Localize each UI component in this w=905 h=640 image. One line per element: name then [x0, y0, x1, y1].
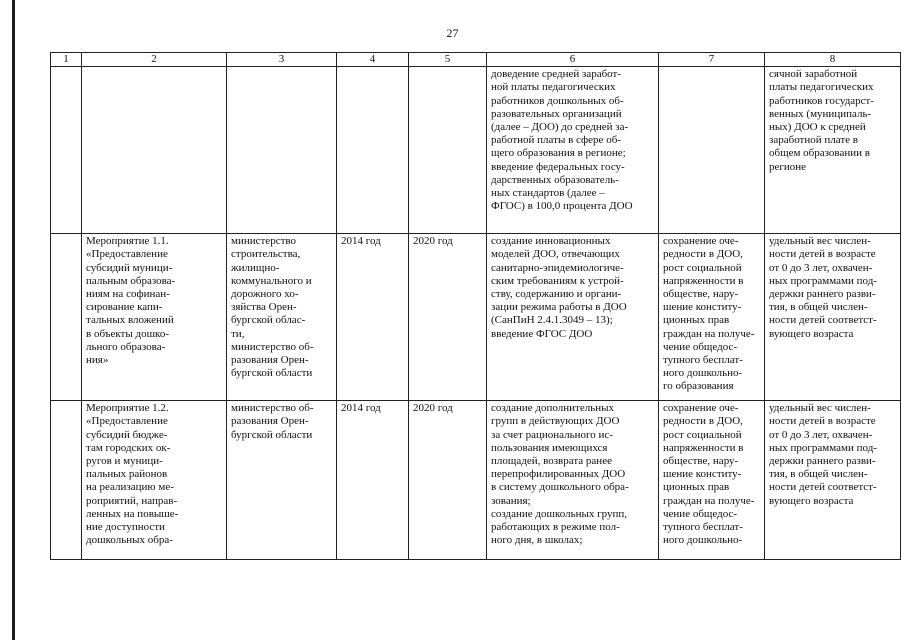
table-cell: 2020 год — [409, 234, 487, 401]
table-cell: удельный вес числен- ности детей в возрасте от 0 до 3 лет, охвачен- ных программами под- держки раннего разви- тия, в общей числен- ности детей соответст- вующего возраста — [765, 234, 901, 401]
table-cell — [659, 67, 765, 234]
table-cell: сячной заработной платы педагогических работников государст- венных (муниципаль- ных) ДОО к средней заработной плате в общем образовании в регионе — [765, 67, 901, 234]
table-row — [51, 234, 901, 401]
table-cell — [82, 67, 227, 234]
table-cell: удельный вес числен- ности детей в возрасте от 0 до 3 лет, охвачен- ных программами под- держки раннего разви- тия, в общей числен- ности детей соответст- вующего возраста — [765, 401, 901, 560]
column-number-header — [51, 53, 901, 67]
table-cell — [51, 401, 82, 560]
table-cell: создание дополнительных групп в действующих ДОО за счет рационального ис- пользования имеющихся площадей, возврата ранее перепрофилированных ДОО в систему дошкольного обра- зования; создание дошкольных групп, работающих в режиме пол- ного дня, в школах; — [487, 401, 659, 560]
binding-edge-line — [12, 0, 15, 640]
table-cell: сохранение оче- редности в ДОО, рост социальной напряженности в обществе, нару- шение конститу- ционных прав граждан на получе- чение общедос- тупного бесплат- ного дошкольно- — [659, 401, 765, 560]
column-header: 8 — [765, 53, 901, 67]
table-cell: сохранение оче- редности в ДОО, рост социальной напряженности в обществе, нару- шение конститу- ционных прав граждан на получе- чение общедос- тупного бесплат- ного дошкольно- го образования — [659, 234, 765, 401]
table-cell: министерство строительства, жилищно- коммунального и дорожного хо- зяйства Орен- бургской облас- ти, министерство об- разования Орен- бургской области — [227, 234, 337, 401]
table-cell: 2020 год — [409, 401, 487, 560]
table-cell: 2014 год — [337, 234, 409, 401]
table-cell: 2014 год — [337, 401, 409, 560]
column-header: 6 — [487, 53, 659, 67]
table-cell: министерство об- разования Орен- бургской области — [227, 401, 337, 560]
column-header: 1 — [51, 53, 82, 67]
table-cell: Мероприятие 1.1. «Предоставление субсидий муници- пальным образова- ниям на софинан- сирование капи- тальных вложений в объекты дошко- льного образова- ния» — [82, 234, 227, 401]
program-table — [50, 52, 901, 560]
table-cell — [51, 67, 82, 234]
column-header: 3 — [227, 53, 337, 67]
table-row — [51, 401, 901, 560]
table-cell — [337, 67, 409, 234]
table-cell: доведение средней заработ- ной платы педагогических работников дошкольных об- разовательных организаций (далее – ДОО) до средней за- работной платы в сфере об- щего образования в регионе; введение федеральных госу- дарственных образователь- ных стандартов (далее – ФГОС) в 100,0 процента ДОО — [487, 67, 659, 234]
table-cell: Мероприятие 1.2. «Предоставление субсидий бюдже- там городских ок- ругов и муници- пальных районов на реализацию ме- роприятий, направ- ленных на повыше- ние доступности дошкольных обра- — [82, 401, 227, 560]
table-cell: создание инновационных моделей ДОО, отвечающих санитарно-эпидемиологиче- ским требованиям к устрой- ству, содержанию и органи- зации режима работы в ДОО (СанПиН 2.4.1.3049 – 13); введение ФГОС ДОО — [487, 234, 659, 401]
table-cell — [51, 234, 82, 401]
page-number: 27 — [446, 26, 459, 40]
column-header: 2 — [82, 53, 227, 67]
table-cell — [409, 67, 487, 234]
column-header: 7 — [659, 53, 765, 67]
column-header: 5 — [409, 53, 487, 67]
table-row — [51, 67, 901, 234]
column-header: 4 — [337, 53, 409, 67]
table-cell — [227, 67, 337, 234]
